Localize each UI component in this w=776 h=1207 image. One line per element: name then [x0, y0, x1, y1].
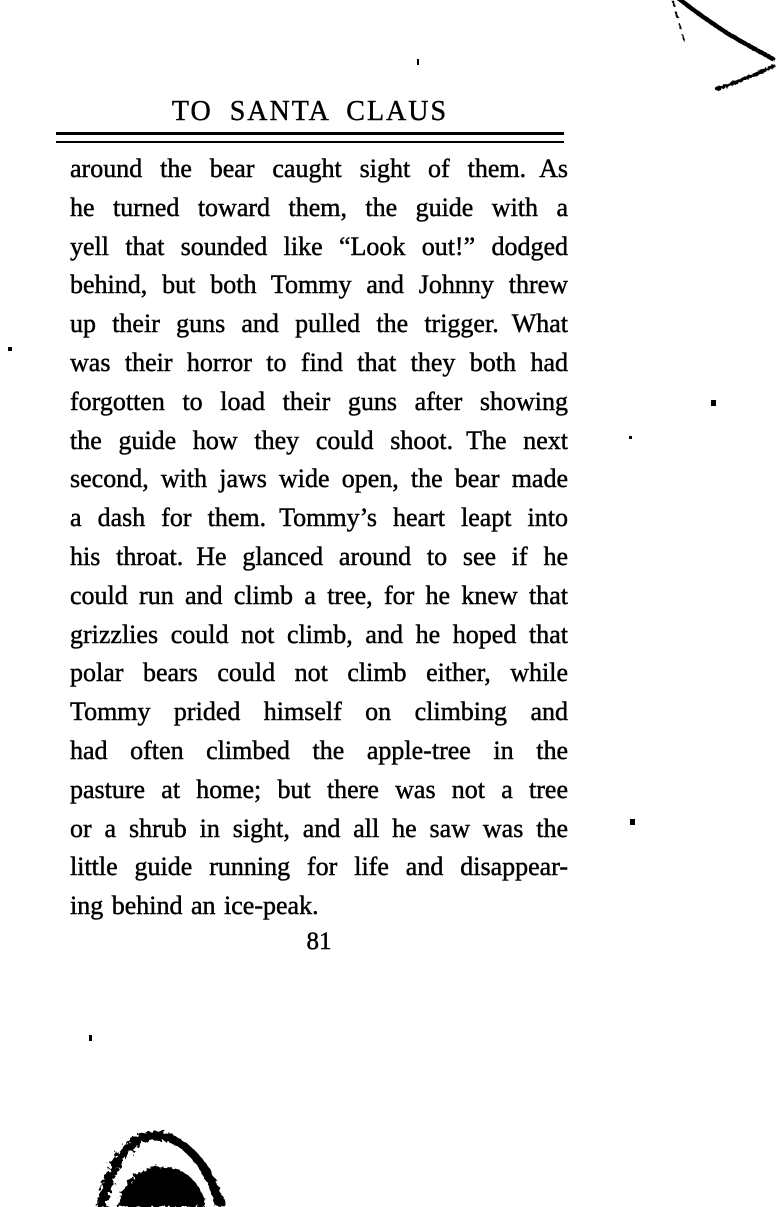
text-line: behind, but both Tommy and Johnny threw	[70, 270, 568, 300]
text-line: around the bear caught sight of them. As	[70, 154, 568, 183]
ink-speck	[8, 347, 12, 351]
text-line: ing behind an ice-peak.	[70, 891, 319, 921]
text-line: little guide running for life and disappear-	[70, 852, 568, 882]
partial-illustration-fragment	[95, 1128, 230, 1207]
text-line: the guide how they could shoot. The next	[70, 425, 568, 455]
text-line: grizzlies could not climb, and he hoped that	[70, 619, 568, 649]
ink-speck	[89, 1035, 92, 1041]
page-number: 81	[306, 928, 332, 955]
ink-speck	[629, 436, 632, 439]
running-header-title: TO SANTA CLAUS	[171, 96, 449, 127]
ink-speck	[711, 400, 716, 406]
ink-speck	[630, 819, 635, 825]
text-line: he turned toward them, the guide with a	[70, 192, 568, 222]
text-line: could run and climb a tree, for he knew that	[70, 580, 568, 610]
body-text	[70, 150, 568, 926]
ink-speck	[417, 59, 419, 65]
text-line: yell that sounded like “Look out!” dodged	[70, 231, 568, 261]
text-line: second, with jaws wide open, the bear made	[70, 464, 568, 494]
text-line: had often climbed the apple-tree in the	[70, 735, 568, 765]
text-line: or a shrub in sight, and all he saw was the	[70, 813, 568, 843]
text-line: Tommy prided himself on climbing and	[70, 697, 568, 727]
header-double-rule	[56, 132, 564, 143]
text-line: polar bears could not climb either, while	[70, 658, 568, 688]
text-line: pasture at home; but there was not a tree	[70, 774, 568, 804]
text-line: was their horror to find that they both had	[70, 347, 568, 377]
text-line: up their guns and pulled the trigger. What	[70, 309, 568, 339]
pen-stroke-mark	[655, 0, 776, 95]
text-line: forgotten to load their guns after showing	[70, 386, 568, 416]
text-line: his throat. He glanced around to see if he	[70, 541, 568, 571]
text-line: a dash for them. Tommy’s heart leapt into	[70, 503, 568, 533]
